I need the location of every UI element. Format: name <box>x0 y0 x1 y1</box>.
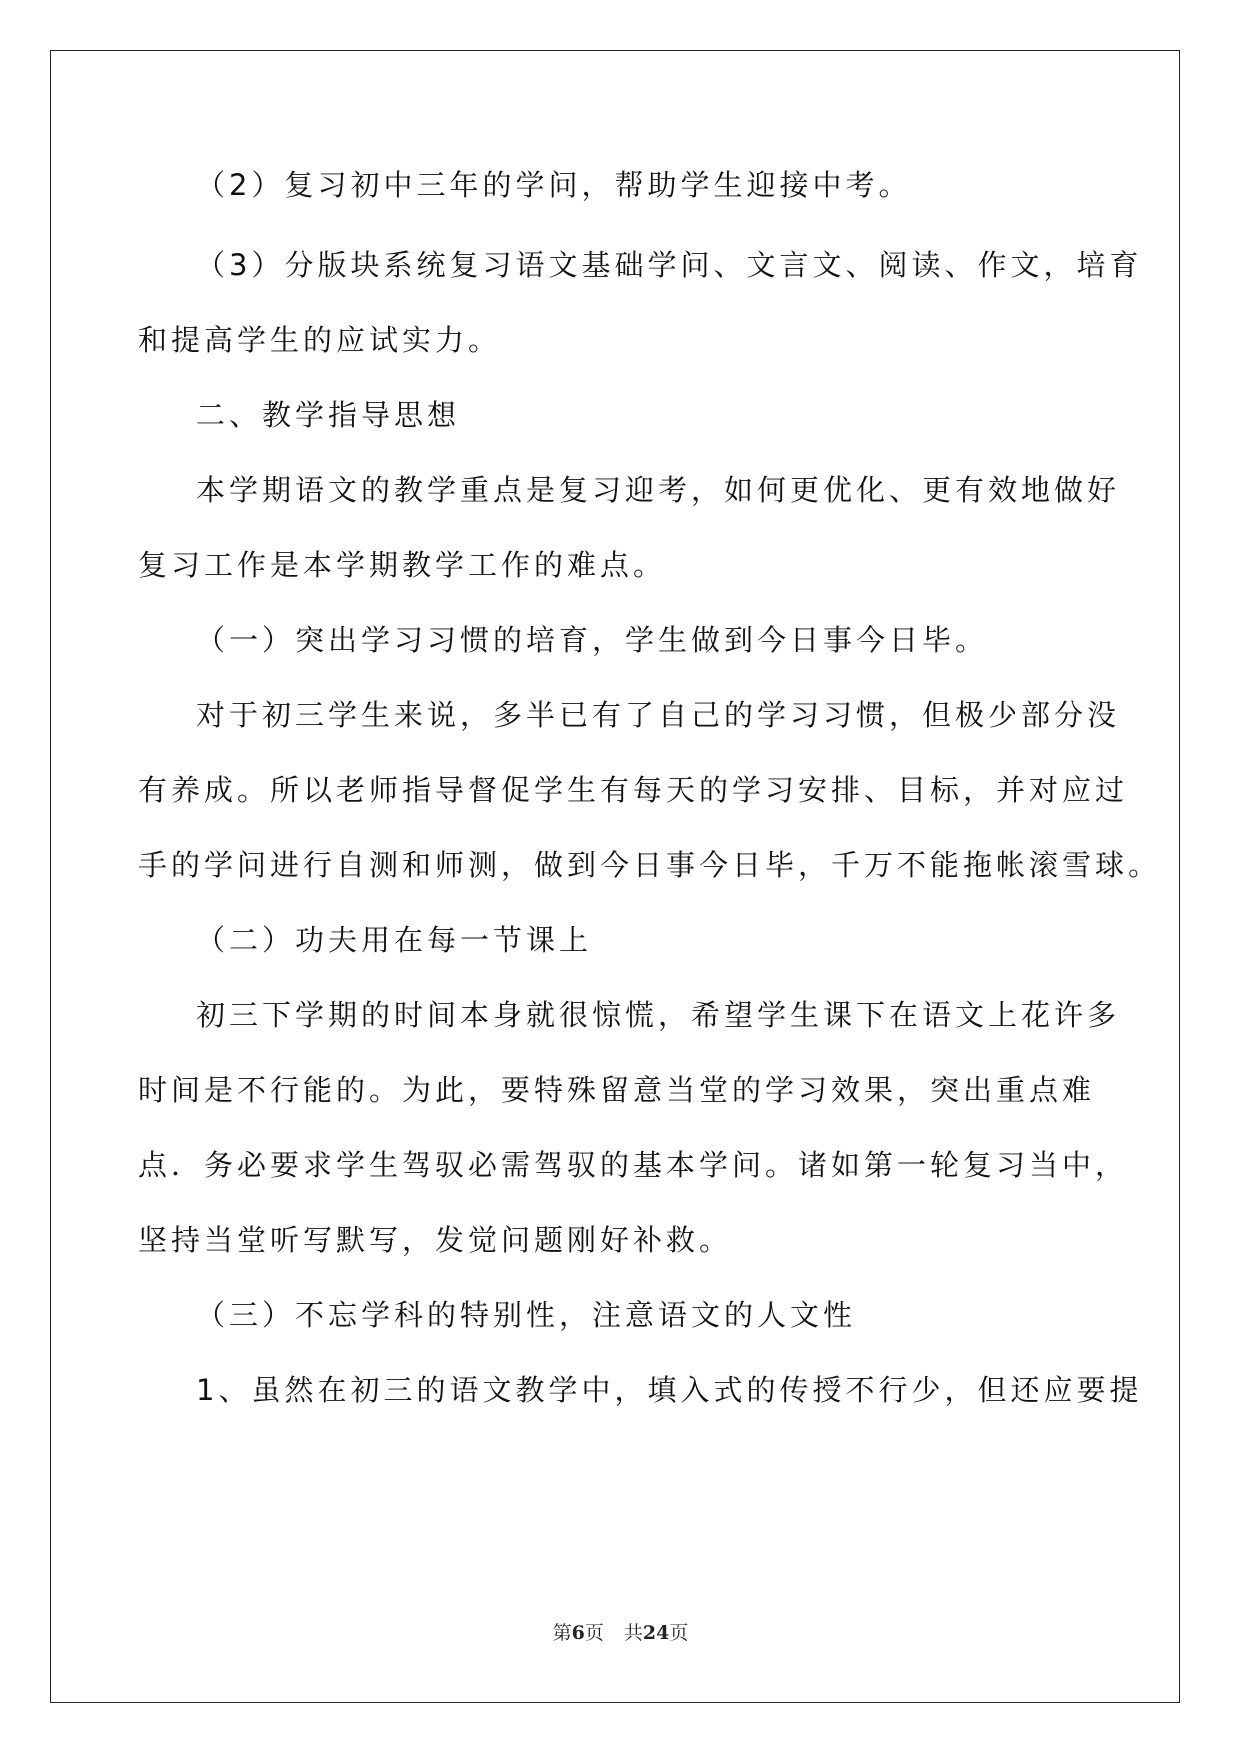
paragraph-line: 时间是不行能的。为此，要特殊留意当堂的学习效果，突出重点难 <box>138 1073 1096 1107</box>
footer-total-prefix: 共 <box>623 1622 643 1644</box>
paragraph-line: 复习工作是本学期教学工作的难点。 <box>138 548 667 582</box>
paragraph-line: 和提高学生的应试实力。 <box>138 323 502 357</box>
paragraph-line: 初三下学期的时间本身就很惊慌，希望学生课下在语文上花许多 <box>196 998 1121 1032</box>
paragraph-line: （2）复习初中三年的学问，帮助学生迎接中考。 <box>196 168 912 202</box>
paragraph-line: 本学期语文的教学重点是复习迎考，如何更优化、更有效地做好 <box>196 473 1121 507</box>
paragraph-line: 坚持当堂听写默写，发觉问题刚好补救。 <box>138 1223 733 1257</box>
footer-total-suffix: 页 <box>669 1622 689 1644</box>
total-pages: 24 <box>642 1622 670 1644</box>
paragraph-line: 点．务必要求学生驾驭必需驾驭的基本学问。诸如第一轮复习当中， <box>138 1148 1129 1182</box>
paragraph-line: 1、虽然在初三的语文教学中，填入式的传授不行少，但还应要提 <box>196 1373 1143 1407</box>
paragraph-line: 有养成。所以老师指导督促学生有每天的学习安排、目标，并对应过 <box>138 773 1129 807</box>
section-heading: 二、教学指导思想 <box>196 398 461 432</box>
page-footer <box>0 1618 1241 1645</box>
subsection-heading: （一）突出学习习惯的培育，学生做到今日事今日毕。 <box>196 623 989 657</box>
page-number: 6 <box>571 1622 585 1644</box>
paragraph-line: （3）分版块系统复习语文基础学问、文言文、阅读、作文，培育 <box>196 248 1143 282</box>
footer-prefix: 第 <box>552 1622 572 1644</box>
paragraph-line: 对于初三学生来说，多半已有了自己的学习习惯，但极少部分没 <box>196 698 1121 732</box>
footer-page-suffix: 页 <box>584 1622 604 1644</box>
subsection-heading: （二）功夫用在每一节课上 <box>196 923 593 957</box>
subsection-heading: （三）不忘学科的特别性，注意语文的人文性 <box>196 1298 857 1332</box>
paragraph-line: 手的学问进行自测和师测，做到今日事今日毕，千万不能拖帐滚雪球。 <box>138 848 1162 882</box>
